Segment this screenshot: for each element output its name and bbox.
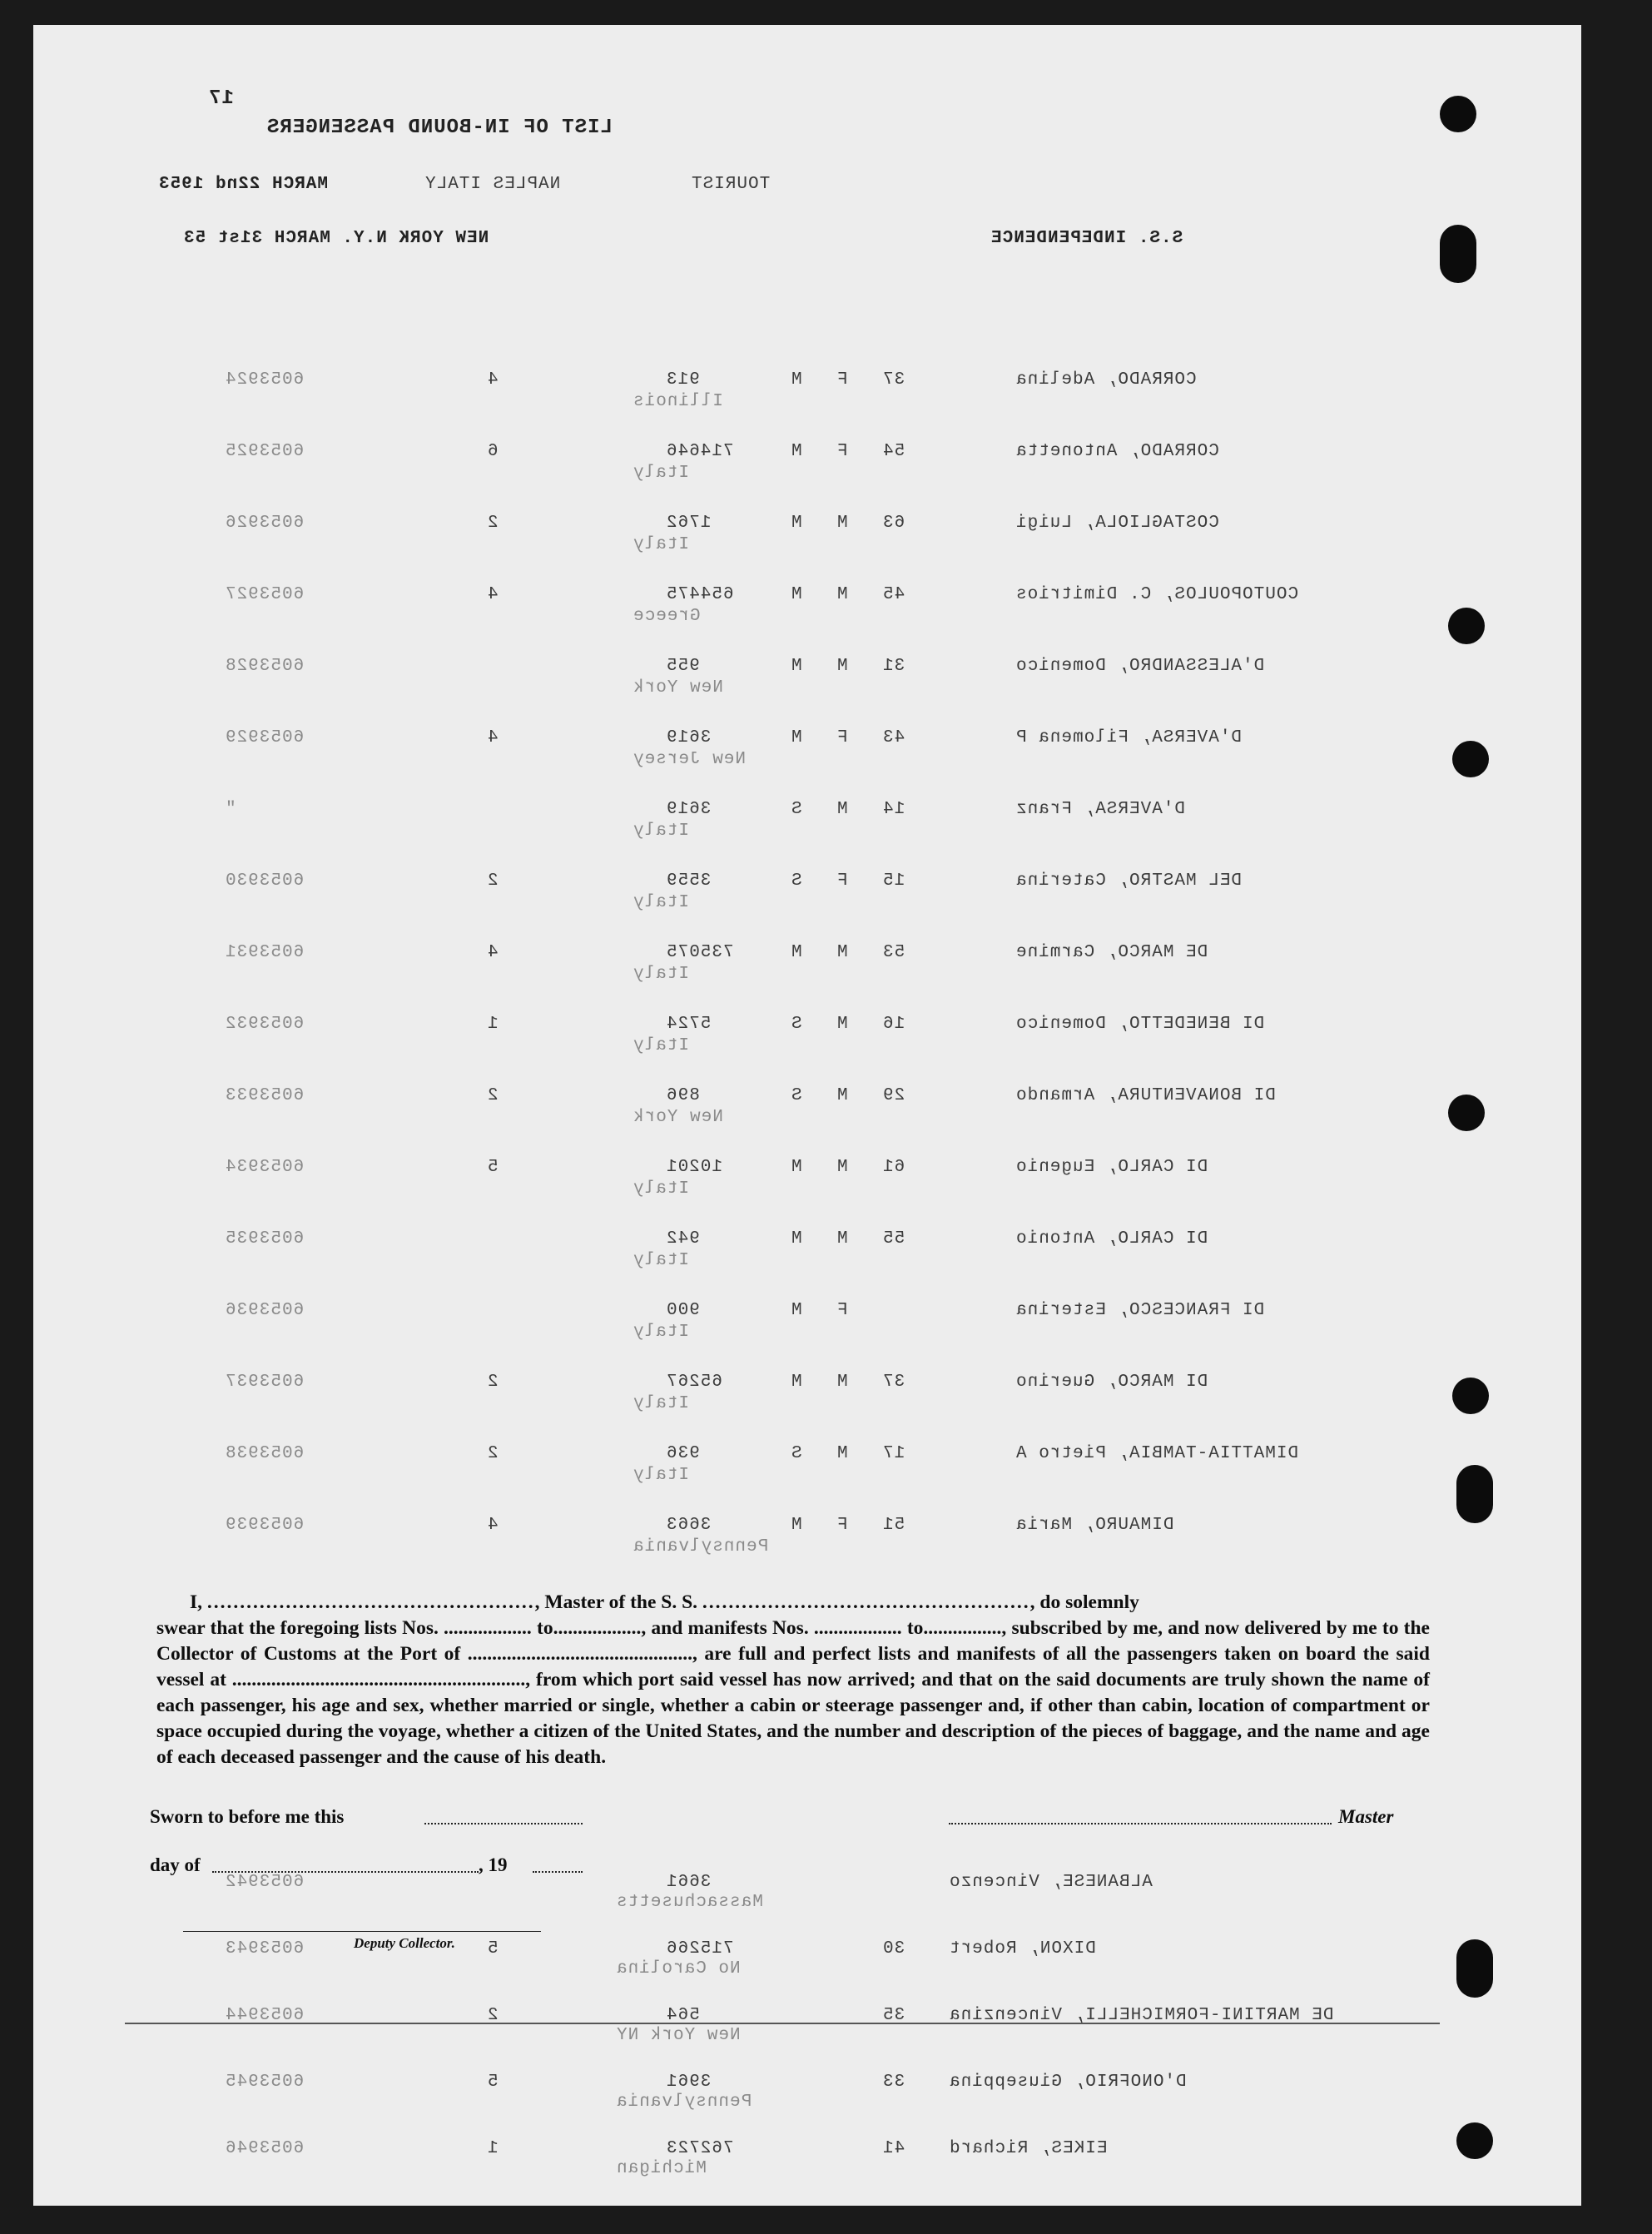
row-name: D'AVERSA, Franz <box>1015 800 1186 819</box>
deputy-signature-line <box>183 1931 541 1932</box>
row-id: 6053929 <box>225 728 305 747</box>
row-state: New York <box>633 678 723 698</box>
punch-hole <box>1456 1939 1493 1998</box>
header-list-label: LIST OF IN-BOUND PASSENGERS <box>266 117 613 139</box>
punch-hole <box>1452 741 1489 777</box>
row-marital: M <box>791 442 802 461</box>
header-from-port: NAPLES ITALY <box>424 175 561 194</box>
row-sex: M <box>836 1373 848 1392</box>
row-sex: M <box>836 657 848 676</box>
row-state: Italy <box>633 1394 690 1413</box>
row-marital: M <box>791 1229 802 1249</box>
row-id: 6053939 <box>225 1516 305 1535</box>
row-state: New York <box>633 1108 723 1127</box>
row-state: Pennsylvania <box>633 1537 769 1556</box>
row-count: 5 <box>487 1158 499 1177</box>
header-page-number: 17 <box>208 87 234 110</box>
row-age: 16 <box>882 1015 905 1034</box>
row-sex: F <box>836 871 848 891</box>
row-id: 6053930 <box>225 871 305 891</box>
row-ref: 3619 <box>666 728 712 747</box>
punch-hole <box>1440 96 1476 132</box>
row-ref: 10201 <box>666 1158 723 1177</box>
row-ref: 913 <box>666 370 700 390</box>
row-state: Greece <box>633 607 701 626</box>
row-count: 4 <box>487 728 499 747</box>
row-name: DE MARCO, Carmine <box>1015 943 1208 962</box>
header-vessel: S.S. INDEPENDENCE <box>990 229 1183 248</box>
row-marital: S <box>791 1015 802 1034</box>
row-id: 6053936 <box>225 1301 305 1320</box>
row-name: DI MARCO, Guerino <box>1015 1373 1208 1392</box>
punch-hole <box>1448 1095 1485 1131</box>
lower-row-count: 5 <box>487 2073 499 2092</box>
row-name: DI FRANCESCO, Esterina <box>1015 1301 1265 1320</box>
row-state: Italy <box>633 1323 690 1342</box>
lower-row-id: 6053944 <box>225 2006 305 2025</box>
row-marital: M <box>791 514 802 533</box>
row-age: 14 <box>882 800 905 819</box>
row-name: COSTAGLIOLA, Luigi <box>1015 514 1219 533</box>
year-field[interactable] <box>533 1871 583 1873</box>
row-name: COUTOPOULOS, C. Dimitrios <box>1015 585 1299 604</box>
oath-body: swear that the foregoing lists Nos. .................. to.................., and manifests Nos. .................. to................, subscribed by me, and now delivered by me to the Collector of Customs at the Port of .............................................., are full and perfect lists and manifests of all the passengers taken on board the said vessel at ............................................................, from which port said vessel has now arrived; and that on the said documents are truly shown the name of each passenger, his age and sex, whether married or single, whether a cabin or steerage passenger and, if other than cabin, location of compartment or space occupied during the voyage, whether a citizen of the United States, and the number and description of the pieces of baggage, and the name and age of each deceased passenger and the cause of his death. <box>156 1617 1430 1768</box>
row-sex: M <box>836 514 848 533</box>
row-marital: M <box>791 1516 802 1535</box>
lower-row-state: Michigan <box>616 2159 707 2178</box>
row-state: Italy <box>633 893 690 912</box>
row-ref: 900 <box>666 1301 700 1320</box>
punch-hole <box>1456 1465 1493 1523</box>
row-age: 17 <box>882 1444 905 1463</box>
row-sex: M <box>836 1015 848 1034</box>
row-name: CORRADO, Adelina <box>1015 370 1197 390</box>
row-name: CORRADO, Antonetta <box>1015 442 1219 461</box>
row-state: Italy <box>633 464 690 483</box>
lower-row-age: 41 <box>882 2139 905 2158</box>
row-marital: M <box>791 370 802 390</box>
row-sex: M <box>836 1158 848 1177</box>
row-sex: M <box>836 1086 848 1105</box>
oath-first-line: I, .................................................., Master of the S. S. .................................................., do solemnly <box>190 1591 1139 1613</box>
deputy-collector-label: Deputy Collector. <box>354 1935 455 1951</box>
lower-row-name: DIXON, Robert <box>949 1939 1096 1958</box>
row-sex: F <box>836 1301 848 1320</box>
row-state: Italy <box>633 1251 690 1270</box>
row-ref: 3663 <box>666 1516 712 1535</box>
row-count: 2 <box>487 1373 499 1392</box>
row-count: 4 <box>487 1516 499 1535</box>
header-arrival: NEW YORK N.Y. MARCH 31st 53 <box>183 229 489 248</box>
row-age: 31 <box>882 657 905 676</box>
row-name: DI CARLO, Antonio <box>1015 1229 1208 1249</box>
row-marital: M <box>791 728 802 747</box>
row-sex: F <box>836 442 848 461</box>
lower-row-ref: 762723 <box>666 2139 734 2158</box>
row-count: 6 <box>487 442 499 461</box>
lower-row-age: 30 <box>882 1939 905 1958</box>
lower-row-id: 6053946 <box>225 2139 305 2158</box>
lower-row-ref: 3961 <box>666 2073 712 2092</box>
row-sex: M <box>836 585 848 604</box>
row-age: 15 <box>882 871 905 891</box>
lower-row-count: 5 <box>487 1939 499 1958</box>
row-age: 51 <box>882 1516 905 1535</box>
row-sex: F <box>836 1516 848 1535</box>
row-marital: M <box>791 1373 802 1392</box>
row-age: 45 <box>882 585 905 604</box>
punch-hole <box>1456 2122 1493 2159</box>
row-age: 61 <box>882 1158 905 1177</box>
row-ref: 654475 <box>666 585 734 604</box>
oath-paragraph <box>156 1590 1430 1770</box>
row-id: 6053924 <box>225 370 305 390</box>
row-age: 37 <box>882 370 905 390</box>
lower-row-age: 33 <box>882 2073 905 2092</box>
lower-row-count: 1 <box>487 2139 499 2158</box>
manifest-page <box>33 25 1581 2206</box>
row-id: 6053927 <box>225 585 305 604</box>
row-age: 55 <box>882 1229 905 1249</box>
row-marital: M <box>791 585 802 604</box>
row-state: Italy <box>633 822 690 841</box>
oath-line1-a: I, <box>190 1591 203 1613</box>
lower-row-ref: 715266 <box>666 1939 734 1958</box>
row-sex: F <box>836 370 848 390</box>
row-id: 6053931 <box>225 943 305 962</box>
row-state: Italy <box>633 965 690 984</box>
row-ref: 65267 <box>666 1373 723 1392</box>
lower-row-ref: 564 <box>666 2006 700 2025</box>
row-ref: 936 <box>666 1444 700 1463</box>
row-ref: 955 <box>666 657 700 676</box>
row-id: 6053935 <box>225 1229 305 1249</box>
row-sex: M <box>836 800 848 819</box>
lower-row-state: No Carolina <box>616 1959 741 1978</box>
row-name: DIMATTIA-TAMBIA, Pietro A <box>1015 1444 1299 1463</box>
sworn-date-field[interactable] <box>424 1823 583 1824</box>
lower-row-name: EIKES, Richard <box>949 2139 1108 2158</box>
master-signature-field[interactable] <box>949 1823 1332 1824</box>
punch-hole <box>1440 225 1476 283</box>
row-sex: M <box>836 1444 848 1463</box>
lower-row-name: D'ONOFRIO, Giuseppina <box>949 2073 1187 2092</box>
row-state: Italy <box>633 1466 690 1485</box>
lower-row-name: DE MARTINI-FORMICHELLI, Vincenzina <box>949 2006 1334 2025</box>
lower-row-state: Pennsylvania <box>616 2093 752 2112</box>
row-name: DEL MASTRO, Caterina <box>1015 871 1243 891</box>
row-id: " <box>225 800 236 819</box>
row-count: 2 <box>487 871 499 891</box>
lower-row-count: 2 <box>487 2006 499 2025</box>
row-ref: 735075 <box>666 943 734 962</box>
row-marital: S <box>791 800 802 819</box>
header-date: MARCH 22nd 1953 <box>158 175 329 194</box>
row-ref: 1762 <box>666 514 712 533</box>
row-name: D'ALESSANDRO, Domenico <box>1015 657 1265 676</box>
row-name: D'AVERSA, Filomena P <box>1015 728 1243 747</box>
row-sex: M <box>836 1229 848 1249</box>
row-ref: 3619 <box>666 800 712 819</box>
row-age: 54 <box>882 442 905 461</box>
row-name: DI BONAVENTURA, Armando <box>1015 1086 1276 1105</box>
day-of-label: day of <box>150 1854 201 1875</box>
row-state: Italy <box>633 535 690 554</box>
row-id: 6053933 <box>225 1086 305 1105</box>
row-marital: M <box>791 657 802 676</box>
row-marital: M <box>791 943 802 962</box>
row-marital: S <box>791 1086 802 1105</box>
row-count: 4 <box>487 370 499 390</box>
punch-hole <box>1448 608 1485 644</box>
oath-line1-b: , Master of the S. S. <box>534 1591 698 1613</box>
row-id: 6053938 <box>225 1444 305 1463</box>
row-id: 6053934 <box>225 1158 305 1177</box>
row-ref: 5724 <box>666 1015 712 1034</box>
row-name: DI BENEDETTO, Domenico <box>1015 1015 1265 1034</box>
row-state: Italy <box>633 1179 690 1199</box>
row-count: 4 <box>487 585 499 604</box>
master-label: Master <box>1338 1806 1394 1827</box>
row-id: 6053937 <box>225 1373 305 1392</box>
row-marital: M <box>791 1158 802 1177</box>
row-ref: 896 <box>666 1086 700 1105</box>
lower-row-age: 35 <box>882 2006 905 2025</box>
lower-row-state: New York NY <box>616 2026 741 2045</box>
row-age: 63 <box>882 514 905 533</box>
row-id: 6053928 <box>225 657 305 676</box>
row-marital: M <box>791 1301 802 1320</box>
row-id: 6053926 <box>225 514 305 533</box>
year-prefix: , 19 <box>479 1854 508 1875</box>
row-count: 2 <box>487 1086 499 1105</box>
lower-row-id: 6053945 <box>225 2073 305 2092</box>
row-id: 6053925 <box>225 442 305 461</box>
lower-row-name: ALBANESE, Vincenzo <box>949 1873 1153 1892</box>
row-ref: 714646 <box>666 442 734 461</box>
row-marital: S <box>791 1444 802 1463</box>
row-age: 29 <box>882 1086 905 1105</box>
row-age: 53 <box>882 943 905 962</box>
lower-row-state: Massachusetts <box>616 1893 763 1912</box>
row-id: 6053932 <box>225 1015 305 1034</box>
row-ref: 3559 <box>666 871 712 891</box>
row-sex: M <box>836 943 848 962</box>
row-state: Illinois <box>633 392 723 411</box>
row-age: 37 <box>882 1373 905 1392</box>
header-class: TOURIST <box>691 175 771 194</box>
lower-row-id: 6053943 <box>225 1939 305 1958</box>
row-name: DI CARLO, Eugenio <box>1015 1158 1208 1177</box>
lower-row-id: 6053942 <box>225 1873 305 1892</box>
row-sex: F <box>836 728 848 747</box>
row-state: Italy <box>633 1036 690 1055</box>
sworn-label: Sworn to before me this <box>150 1806 345 1827</box>
oath-line1-c: , do solemnly <box>1029 1591 1139 1613</box>
row-name: DIMAURO, Maria <box>1015 1516 1174 1535</box>
row-count: 2 <box>487 514 499 533</box>
row-state: New Jersey <box>633 750 747 769</box>
row-age: 43 <box>882 728 905 747</box>
row-count: 1 <box>487 1015 499 1034</box>
row-marital: S <box>791 871 802 891</box>
lower-row-ref: 3661 <box>666 1873 712 1892</box>
row-count: 2 <box>487 1444 499 1463</box>
punch-hole <box>1452 1378 1489 1414</box>
row-count: 4 <box>487 943 499 962</box>
row-ref: 942 <box>666 1229 700 1249</box>
